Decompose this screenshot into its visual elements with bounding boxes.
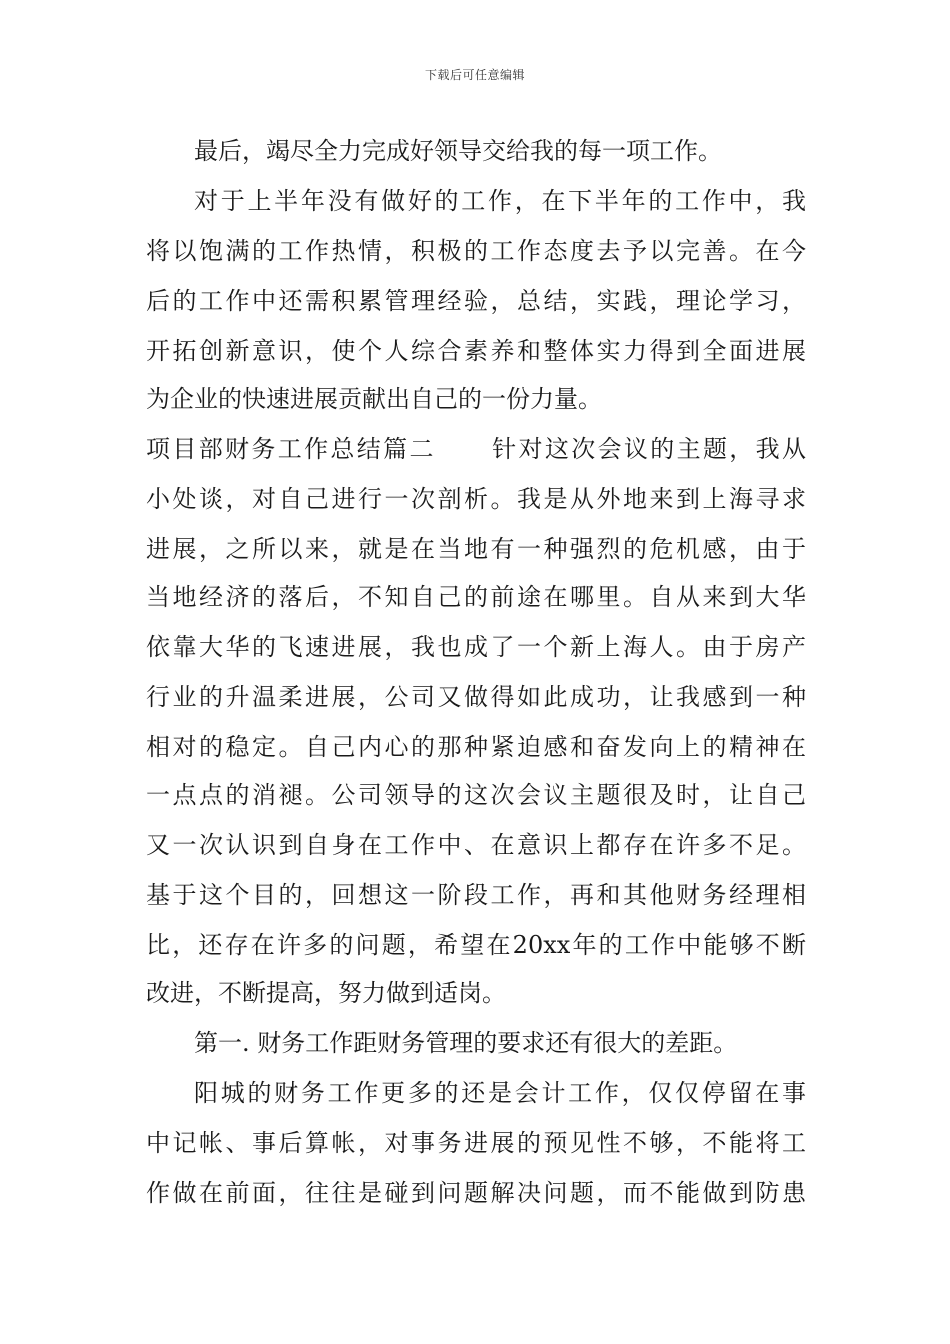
section-line	[146, 434, 806, 464]
section-heading: 项目部财务工作总结篇二	[146, 435, 436, 463]
text-line-10: 进展，之所以来，就是在当地有一种强烈的危机感，由于	[146, 535, 806, 563]
text-line-20: 第一. 财务工作距财务管理的要求还有很大的差距。	[194, 1029, 738, 1057]
text-line-12: 依靠大华的飞速进展，我也成了一个新上海人。由于房产	[146, 633, 806, 661]
text-line-11: 当地经济的落后，不知自己的前途在哪里。自从来到大华	[146, 583, 806, 611]
text-line-21: 阳城的财务工作更多的还是会计工作，仅仅停留在事	[194, 1079, 806, 1107]
text-line-13: 行业的升温柔进展，公司又做得如此成功，让我感到一种	[146, 683, 806, 711]
text-line-15: 一点点的消褪。公司领导的这次会议主题很及时，让自己	[146, 781, 806, 809]
text-line-1: 最后，竭尽全力完成好领导交给我的每一项工作。	[194, 137, 722, 165]
text-line-19: 改进，不断提高，努力做到适岗。	[146, 979, 506, 1007]
text-line-22: 中记帐、事后算帐，对事务进展的预见性不够，不能将工	[146, 1129, 806, 1157]
text-line-16: 又一次认识到自身在工作中、在意识上都存在许多不足。	[146, 831, 806, 859]
text-line-4: 后的工作中还需积累管理经验，总结，实践，理论学习，	[146, 287, 806, 315]
text-line-2: 对于上半年没有做好的工作，在下半年的工作中，我	[194, 187, 806, 215]
text-line-23: 作做在前面，往往是碰到问题解决问题，而不能做到防患	[146, 1179, 806, 1207]
text-line-5: 开拓创新意识，使个人综合素养和整体实力得到全面进展	[146, 337, 806, 365]
text-line-9: 小处谈，对自己进行一次剖析。我是从外地来到上海寻求	[146, 485, 806, 513]
section-lead: 针对这次会议的主题，我从	[489, 435, 807, 463]
text-line-17: 基于这个目的，回想这一阶段工作，再和其他财务经理相	[146, 881, 806, 909]
text-line-14: 相对的稳定。自己内心的那种紧迫感和奋发向上的精神在	[146, 733, 806, 761]
page-header: 下载后可任意编辑	[424, 68, 525, 82]
text-line-3: 将以饱满的工作热情，积极的工作态度去予以完善。在今	[146, 237, 806, 265]
text-line-18: 比，还存在许多的问题，希望在20xx年的工作中能够不断	[146, 931, 806, 959]
text-line-6: 为企业的快速进展贡献出自己的一份力量。	[146, 385, 602, 413]
